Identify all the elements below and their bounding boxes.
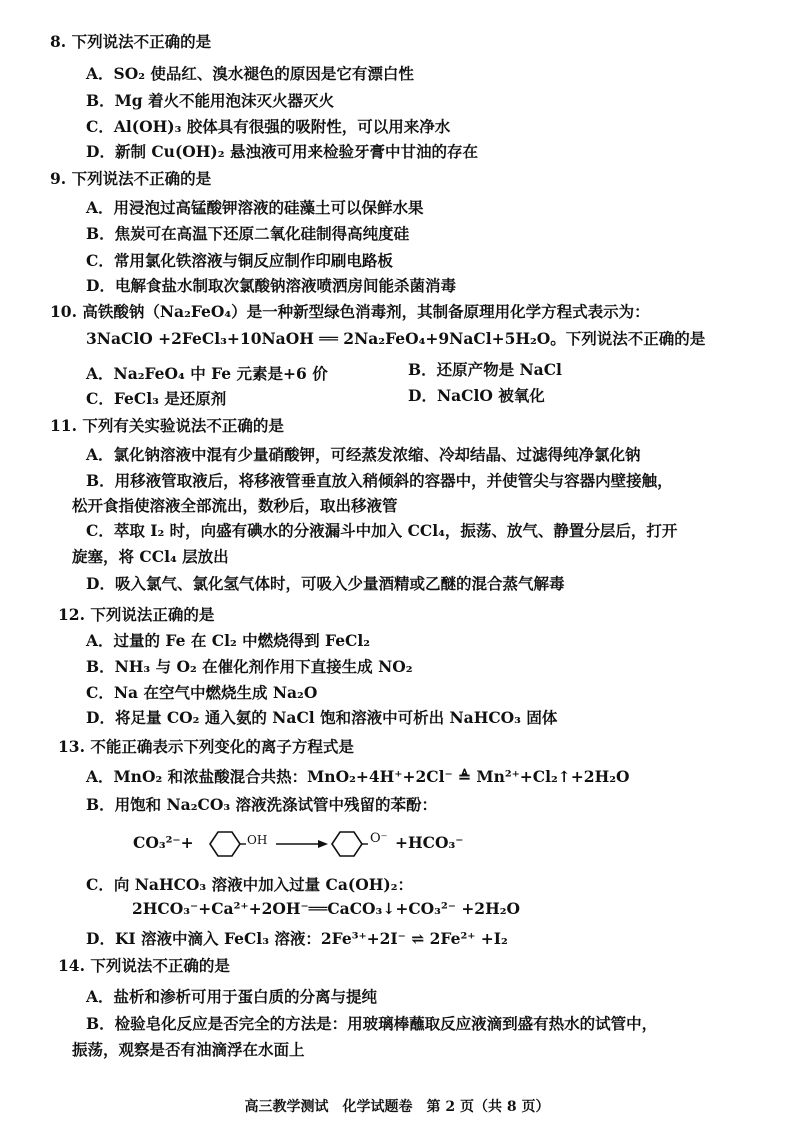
q12-option-b: B．NH₃ 与 O₂ 在催化剂作用下直接生成 NO₂ xyxy=(86,657,413,676)
q14-option-b-line1: B．检验皂化反应是否完全的方法是：用玻璃棒蘸取反应液滴到盛有热水的试管中， xyxy=(86,1014,658,1033)
q11-option-b-line2: 松开食指使溶液全部流出，数秒后，取出移液管 xyxy=(72,496,398,515)
q13-b-eq-right: +HCO₃⁻ xyxy=(395,833,464,852)
q10-equation: 3NaClO +2FeCl₃+10NaOH ══ 2Na₂FeO₄+9NaCl+5H₂O。下列说法不正确的是 xyxy=(86,329,706,348)
question-11-stem: 11. 下列有关实验说法不正确的是 xyxy=(50,416,284,435)
question-13-stem: 13. 不能正确表示下列变化的离子方程式是 xyxy=(58,737,354,756)
q14-option-a: A．盐析和渗析可用于蛋白质的分离与提纯 xyxy=(86,987,378,1006)
q13-option-a: A．MnO₂ 和浓盐酸混合共热：MnO₂+4H⁺+2Cl⁻ ≜ Mn²⁺+Cl₂↑+2H₂O xyxy=(86,767,630,786)
q10-option-c: C．FeCl₃ 是还原剂 xyxy=(86,389,227,408)
question-14-stem: 14. 下列说法不正确的是 xyxy=(58,956,230,975)
q11-option-b-line1: B．用移液管取液后，将移液管垂直放入稍倾斜的容器中，并使管尖与容器内壁接触， xyxy=(86,471,673,490)
question-12-stem: 12. 下列说法正确的是 xyxy=(58,605,215,624)
q11-option-c-line1: C．萃取 I₂ 时，向盛有碘水的分液漏斗中加入 CCl₄，振荡、放气、静置分层后，打开 xyxy=(86,521,678,540)
q8-option-b: B．Mg 着火不能用泡沫灭火器灭火 xyxy=(86,91,334,110)
q9-option-a: A．用浸泡过高锰酸钾溶液的硅藻土可以保鲜水果 xyxy=(86,198,424,217)
q13-option-d: D．KI 溶液中滴入 FeCl₃ 溶液：2Fe³⁺+2I⁻ ⇌ 2Fe²⁺ +I₂ xyxy=(86,929,508,948)
q9-option-b: B．焦炭可在高温下还原二氧化硅制得高纯度硅 xyxy=(86,224,410,243)
q8-option-c: C．Al(OH)₃ 胶体具有很强的吸附性，可以用来净水 xyxy=(86,117,451,136)
q13-b-eq-left: CO₃²⁻+ xyxy=(133,833,194,852)
q13-b-eq-oh: OH xyxy=(247,833,268,847)
q8-option-a: A．SO₂ 使品红、溴水褪色的原因是它有漂白性 xyxy=(86,64,414,83)
question-9-stem: 9. 下列说法不正确的是 xyxy=(50,169,212,188)
q13-b-eq-o: O⁻ xyxy=(370,831,388,846)
q9-option-d: D．电解食盐水制取次氯酸钠溶液喷洒房间能杀菌消毒 xyxy=(86,276,456,295)
q10-option-d: D．NaClO 被氧化 xyxy=(408,386,545,405)
q11-option-a: A．氯化钠溶液中混有少量硝酸钾，可经蒸发浓缩、冷却结晶、过滤得纯净氯化钠 xyxy=(86,445,641,464)
q8-option-d: D．新制 Cu(OH)₂ 悬浊液可用来检验牙膏中甘油的存在 xyxy=(86,142,478,161)
q10-option-b: B．还原产物是 NaCl xyxy=(408,360,562,379)
q13-c-equation: 2HCO₃⁻+Ca²⁺+2OH⁻══CaCO₃↓+CO₃²⁻ +2H₂O xyxy=(132,899,521,918)
q11-option-d: D．吸入氯气、氯化氢气体时，可吸入少量酒精或乙醚的混合蒸气解毒 xyxy=(86,574,565,593)
question-8-stem: 8. 下列说法不正确的是 xyxy=(50,32,212,51)
q12-option-d: D．将足量 CO₂ 通入氨的 NaCl 饱和溶液中可析出 NaHCO₃ 固体 xyxy=(86,708,558,727)
q12-option-a: A．过量的 Fe 在 Cl₂ 中燃烧得到 FeCl₂ xyxy=(86,631,371,650)
q9-option-c: C．常用氯化铁溶液与铜反应制作印刷电路板 xyxy=(86,251,393,270)
q12-option-c: C．Na 在空气中燃烧生成 Na₂O xyxy=(86,683,318,702)
q13-option-c: C．向 NaHCO₃ 溶液中加入过量 Ca(OH)₂： xyxy=(86,875,413,894)
q13-option-b: B．用饱和 Na₂CO₃ 溶液洗涤试管中残留的苯酚： xyxy=(86,795,438,814)
q14-option-b-line2: 振荡，观察是否有油滴浮在水面上 xyxy=(72,1040,305,1059)
page-footer: 高三教学测试 化学试题卷 第 2 页（共 8 页） xyxy=(244,1099,550,1115)
q10-option-a: A．Na₂FeO₄ 中 Fe 元素是+6 价 xyxy=(86,364,328,383)
question-10-stem: 10. 高铁酸钠（Na₂FeO₄）是一种新型绿色消毒剂，其制备原理用化学方程式表示为： xyxy=(50,302,650,321)
q11-option-c-line2: 旋塞，将 CCl₄ 层放出 xyxy=(72,547,229,566)
